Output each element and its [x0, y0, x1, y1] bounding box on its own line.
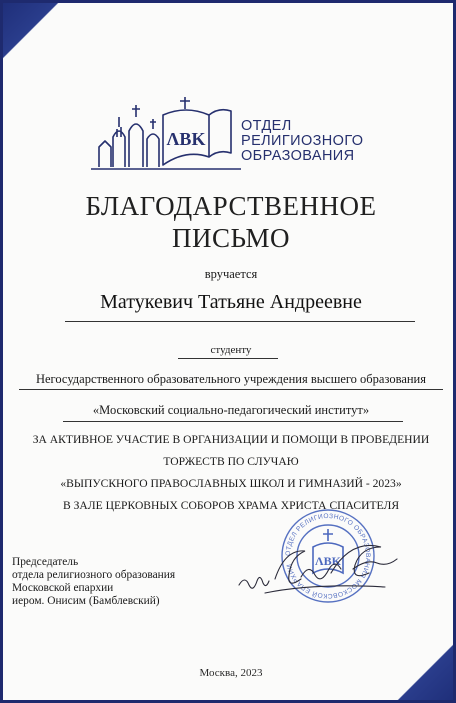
- recipient-underline: [65, 321, 415, 322]
- recipient-role: студенту: [210, 344, 252, 356]
- signatory-line1: Председатель: [12, 556, 79, 568]
- corner-decoration-top-left: [3, 3, 71, 71]
- reason-line3: «ВЫПУСКНОГО ПРАВОСЛАВНЫХ ШКОЛ И ГИМНАЗИЙ - 2023»: [60, 477, 402, 490]
- document-title-line1: БЛАГОДАРСТВЕННОЕ: [85, 191, 377, 221]
- institution-underline1: [19, 389, 443, 390]
- reason-line1: ЗА АКТИВНОЕ УЧАСТИЕ В ОРГАНИЗАЦИИ И ПОМОЩИ В ПРОВЕДЕНИИ: [32, 433, 430, 446]
- reason-line2: ТОРЖЕСТВ ПО СЛУЧАЮ: [163, 455, 299, 468]
- certificate-page: [3, 3, 453, 700]
- svg-text:ΛΒΚ: ΛΒΚ: [315, 554, 341, 568]
- signatory-line4: иером. Онисим (Бамблевский): [12, 595, 160, 607]
- reason-line4: В ЗАЛЕ ЦЕРКОВНЫХ СОБОРОВ ХРАМА ХРИСТА СПАСИТЕЛЯ: [62, 499, 400, 512]
- svg-text:ΛΒΚ: ΛΒΚ: [166, 129, 206, 149]
- signatory-block: [12, 556, 175, 608]
- institution-underline2: [63, 421, 403, 422]
- organization-name-line1: ОТДЕЛ: [241, 118, 292, 134]
- svg-text:ОТДЕЛ РЕЛИГИОЗНОГО ОБРАЗОВАНИЯ: ОТДЕЛ РЕЛИГИОЗНОГО ОБРАЗОВАНИЯ МОСКОВСКОЙ ЕПАРХИИ: [284, 512, 372, 600]
- institution-line1: Негосударственного образовательного учреждения высшего образования: [35, 372, 426, 386]
- corner-decoration-bottom-right: [385, 632, 453, 700]
- footer-place-date: Москва, 2023: [199, 667, 263, 679]
- awarded-label: вручается: [204, 267, 258, 281]
- reason-text: [3, 429, 453, 517]
- church-logo-icon: [91, 87, 241, 173]
- organization-name-line3: ОБРАЗОВАНИЯ: [241, 148, 355, 164]
- institution-line2: «Московский социально-педагогический институт»: [92, 403, 370, 417]
- signature-icon: [235, 533, 405, 608]
- recipient-name: Матукевич Татьяне Андреевне: [100, 291, 362, 313]
- organization-name-line2: РЕЛИГИОЗНОГО: [241, 133, 364, 149]
- document-title-line2: ПИСЬМО: [172, 223, 290, 253]
- signatory-line3: Московской епархии: [12, 582, 114, 594]
- role-underline: [178, 358, 278, 359]
- organization-name: [241, 119, 363, 164]
- signatory-line2: отдела религиозного образования: [12, 569, 176, 581]
